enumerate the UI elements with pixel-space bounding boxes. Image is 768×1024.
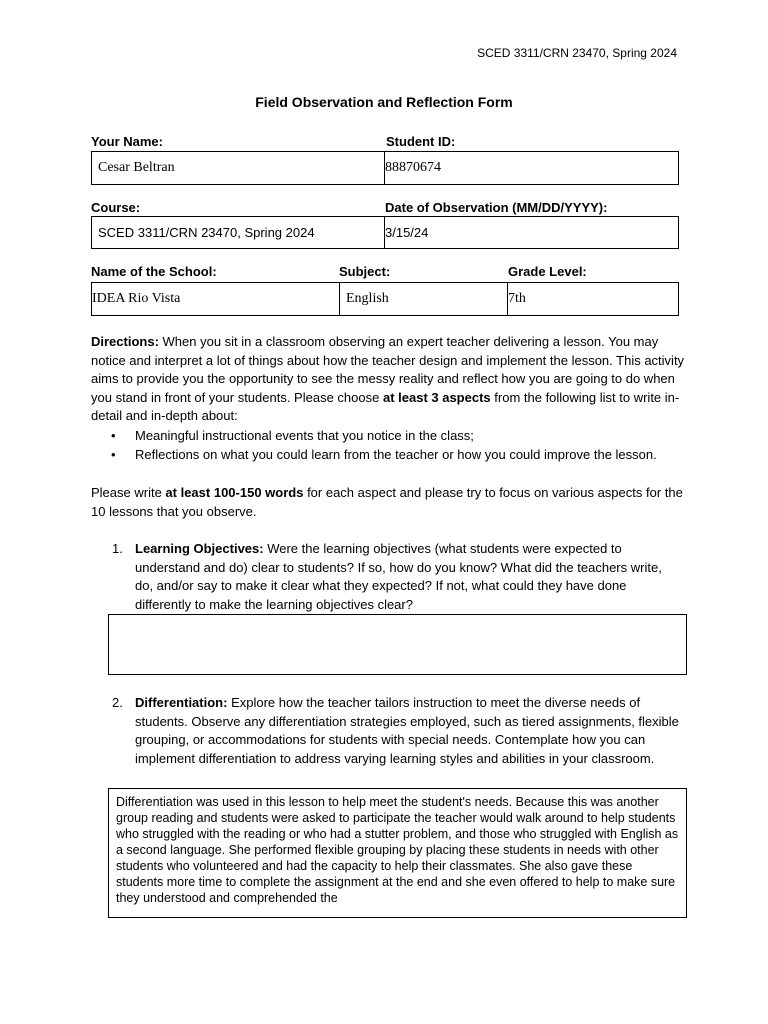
subject-label: Subject:: [339, 264, 391, 279]
list-item: [91, 427, 691, 446]
student-id-field[interactable]: 88870674: [385, 160, 441, 175]
question-learning-objectives: [91, 540, 681, 614]
directions-text-1: When you sit in a classroom observing an expert teacher delivering a lesson. You may notice and interpret a lot of things about how the teacher design and implement the lesson. This activity aims to provide you the opportunity to see the messy reality and reflect how you are going to do when you stand in front of your students. Please choose: [91, 334, 685, 405]
question-differentiation: [91, 694, 681, 768]
bullet-icon: •: [111, 428, 116, 443]
form-title: Field Observation and Reflection Form: [255, 94, 513, 110]
date-field[interactable]: 3/15/24: [385, 225, 429, 240]
question-heading: Learning Objectives:: [135, 541, 264, 556]
course-header: SCED 3311/CRN 23470, Spring 2024: [477, 46, 677, 60]
bullet-text: Reflections on what you could learn from the teacher or how you could improve the lesson.: [135, 446, 657, 462]
closing-pre: Please write: [91, 485, 166, 500]
word-count-instructions: [91, 484, 691, 521]
course-date-row: [91, 216, 679, 249]
question-number: 2.: [112, 695, 123, 710]
course-label: Course:: [91, 200, 141, 215]
closing-bold: at least 100-150 words: [165, 485, 304, 500]
directions-paragraph: [91, 333, 691, 426]
answer-text: Differentiation was used in this lesson to help meet the student's needs. Because this was another group reading and students were asked to participate the teacher would walk around to help students who struggled with the reading or who had a stutter problem, and those who struggled with English as a second language. She performed flexible grouping by placing these students in needs with other students who volunteered and had the capacity to help their classmates. She also gave these students more time to complete the assignment at the end and she even offered to help to make sure they understood and comprehended the: [116, 795, 679, 905]
school-subject-grade-row: [91, 282, 679, 316]
date-label: Date of Observation (MM/DD/YYYY):: [385, 200, 608, 215]
bullet-icon: •: [111, 446, 116, 462]
answer-box-learning-objectives[interactable]: [108, 614, 687, 675]
question-number: 1.: [112, 541, 123, 556]
answer-box-differentiation[interactable]: [108, 788, 687, 918]
subject-field[interactable]: English: [340, 283, 508, 315]
answer-text: [109, 615, 686, 625]
bullet-text: Meaningful instructional events that you notice in the class;: [135, 428, 474, 443]
directions-bullet-list: [91, 427, 691, 464]
directions-text-2: from the following list to write in-detail and in-depth about:: [91, 389, 680, 424]
question-heading: Differentiation:: [135, 695, 228, 710]
question-prompt: Explore how the teacher tailors instruction to meet the diverse needs of students. Observe any differentiation strategies employed, such as tiered assignments, flexible grouping, or accommodations for students with special needs. Contemplate how you can implement differentiation to address varying learning styles and abilities in your classroom.: [135, 695, 679, 766]
question-prompt: Were the learning objectives (what students were expected to understand and do) clear to students? If so, how do you know? What did the teachers write, do, and/or say to make it clear what they expected? If not, what could they have done differently to make the learning objectives clear?: [135, 541, 662, 612]
grade-label: Grade Level:: [508, 264, 587, 279]
school-label: Name of the School:: [91, 264, 217, 279]
list-item: [91, 446, 691, 465]
closing-post: for each aspect and please try to focus on various aspects for the 10 lessons that you observe.: [91, 485, 683, 519]
name-id-row: [91, 151, 679, 185]
student-id-label: Student ID:: [386, 134, 456, 149]
directions-bold-aspects: at least 3 aspects: [382, 389, 491, 405]
course-field[interactable]: SCED 3311/CRN 23470, Spring 2024: [92, 217, 385, 248]
name-field[interactable]: Cesar Beltran: [92, 152, 385, 184]
directions-lead: Directions:: [91, 334, 159, 349]
name-label: Your Name:: [91, 134, 163, 149]
grade-field[interactable]: 7th: [508, 291, 526, 306]
school-field[interactable]: IDEA Rio Vista: [92, 283, 340, 315]
